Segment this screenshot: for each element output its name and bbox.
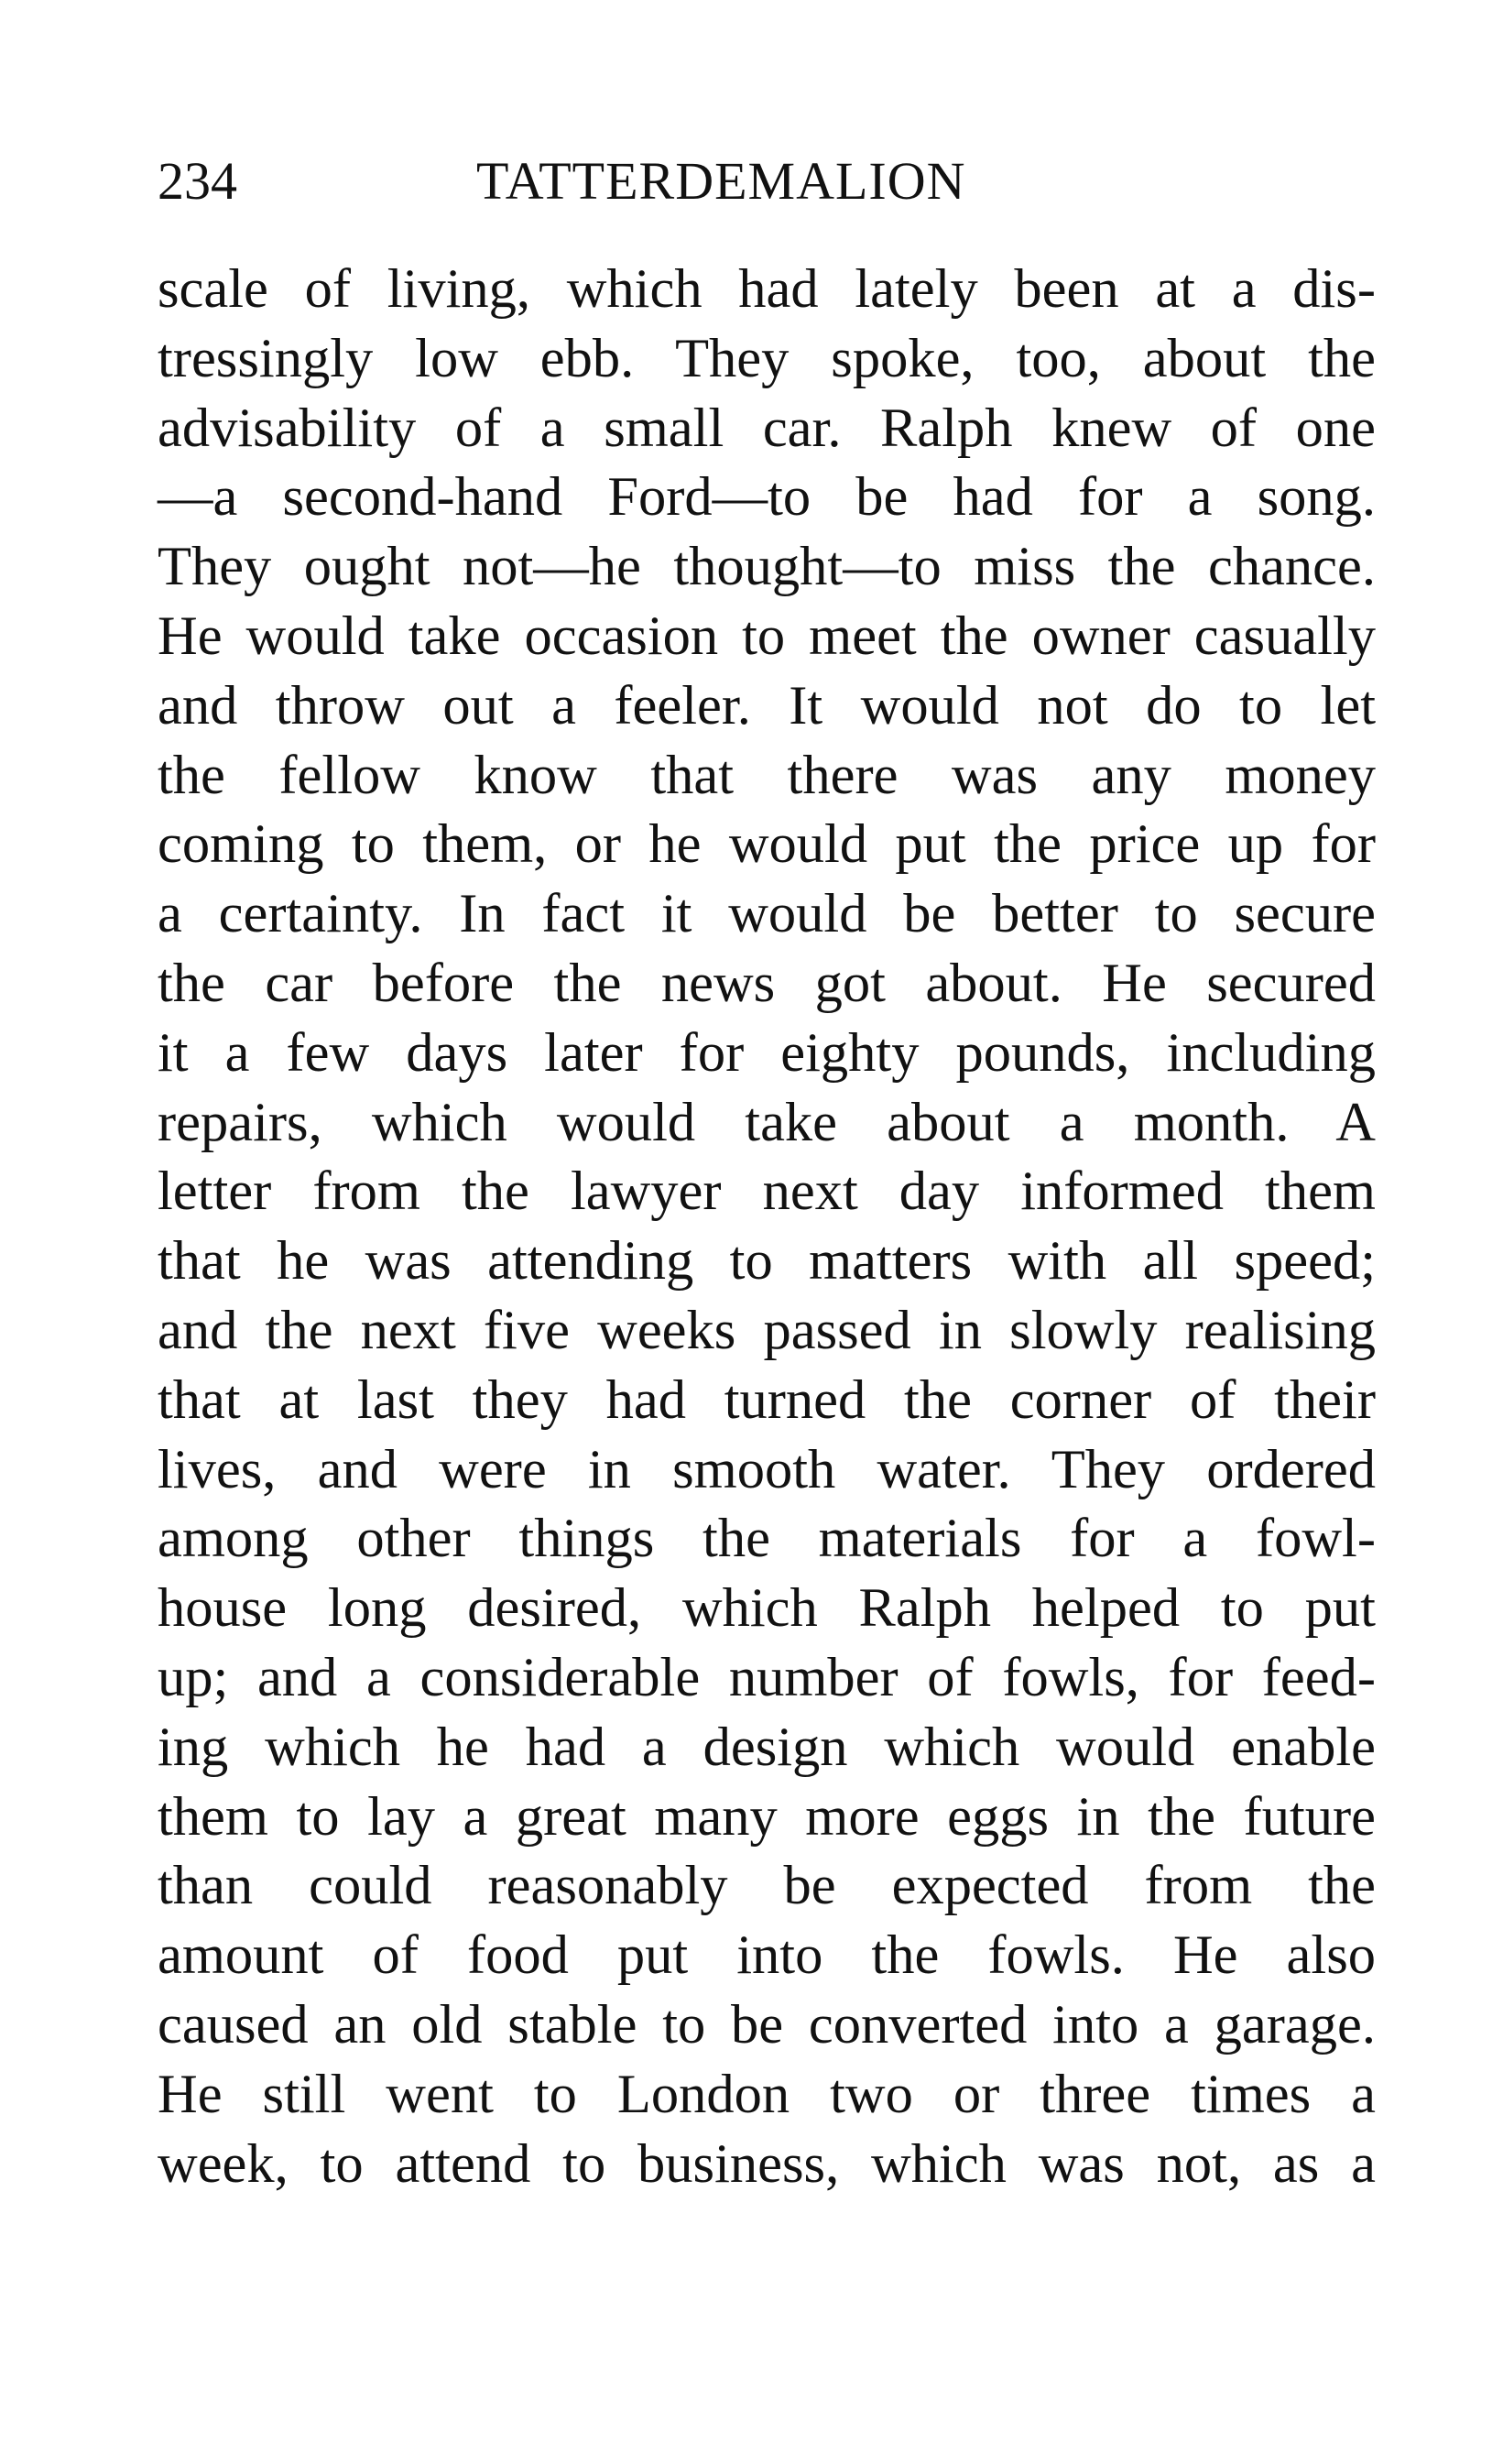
text-line: They ought not—he thought—to miss the chance. [158, 536, 1376, 598]
text-line: He would take occasion to meet the owner casually [158, 605, 1376, 667]
page-number: 234 [158, 151, 237, 211]
text-line: coming to them, or he would put the price up for [158, 813, 1376, 876]
text-line: week, to attend to business, which was not, as a [158, 2132, 1376, 2195]
page-header [158, 145, 1376, 218]
text-line: scale of living, which had lately been at a dis- [158, 258, 1376, 320]
text-line: it a few days later for eighty pounds, including [158, 1021, 1376, 1084]
text-line: advisability of a small car. Ralph knew of one [158, 397, 1376, 459]
text-line: tressingly low ebb. They spoke, too, about the [158, 327, 1376, 389]
text-line: the fellow know that there was any money [158, 744, 1376, 806]
text-line: repairs, which would take about a month. A [158, 1091, 1376, 1153]
text-line: house long desired, which Ralph helped to put [158, 1577, 1376, 1640]
body-text [158, 255, 1376, 2198]
text-line: that at last they had turned the corner of their [158, 1368, 1376, 1431]
text-line: ing which he had a design which would enable [158, 1716, 1376, 1778]
running-title: TATTERDEMALION [476, 151, 966, 211]
text-line: than could reasonably be expected from the [158, 1855, 1376, 1917]
text-line: a certainty. In fact it would be better to secure [158, 883, 1376, 945]
text-line: letter from the lawyer next day informed them [158, 1161, 1376, 1223]
text-line: —a second-hand Ford—to be had for a song. [158, 466, 1376, 529]
text-line: amount of food put into the fowls. He also [158, 1924, 1376, 1987]
text-line: up; and a considerable number of fowls, for feed- [158, 1646, 1376, 1708]
text-line: lives, and were in smooth water. They ordered [158, 1438, 1376, 1500]
text-line: and the next five weeks passed in slowly realising [158, 1299, 1376, 1361]
text-line: them to lay a great many more eggs in the future [158, 1785, 1376, 1848]
text-line: the car before the news got about. He secured [158, 952, 1376, 1014]
text-line: that he was attending to matters with all speed; [158, 1230, 1376, 1292]
text-line: He still went to London two or three times a [158, 2063, 1376, 2125]
text-line: among other things the materials for a fowl- [158, 1508, 1376, 1570]
text-line: and throw out a feeler. It would not do to let [158, 674, 1376, 736]
text-line: caused an old stable to be converted into a garage. [158, 1993, 1376, 2055]
